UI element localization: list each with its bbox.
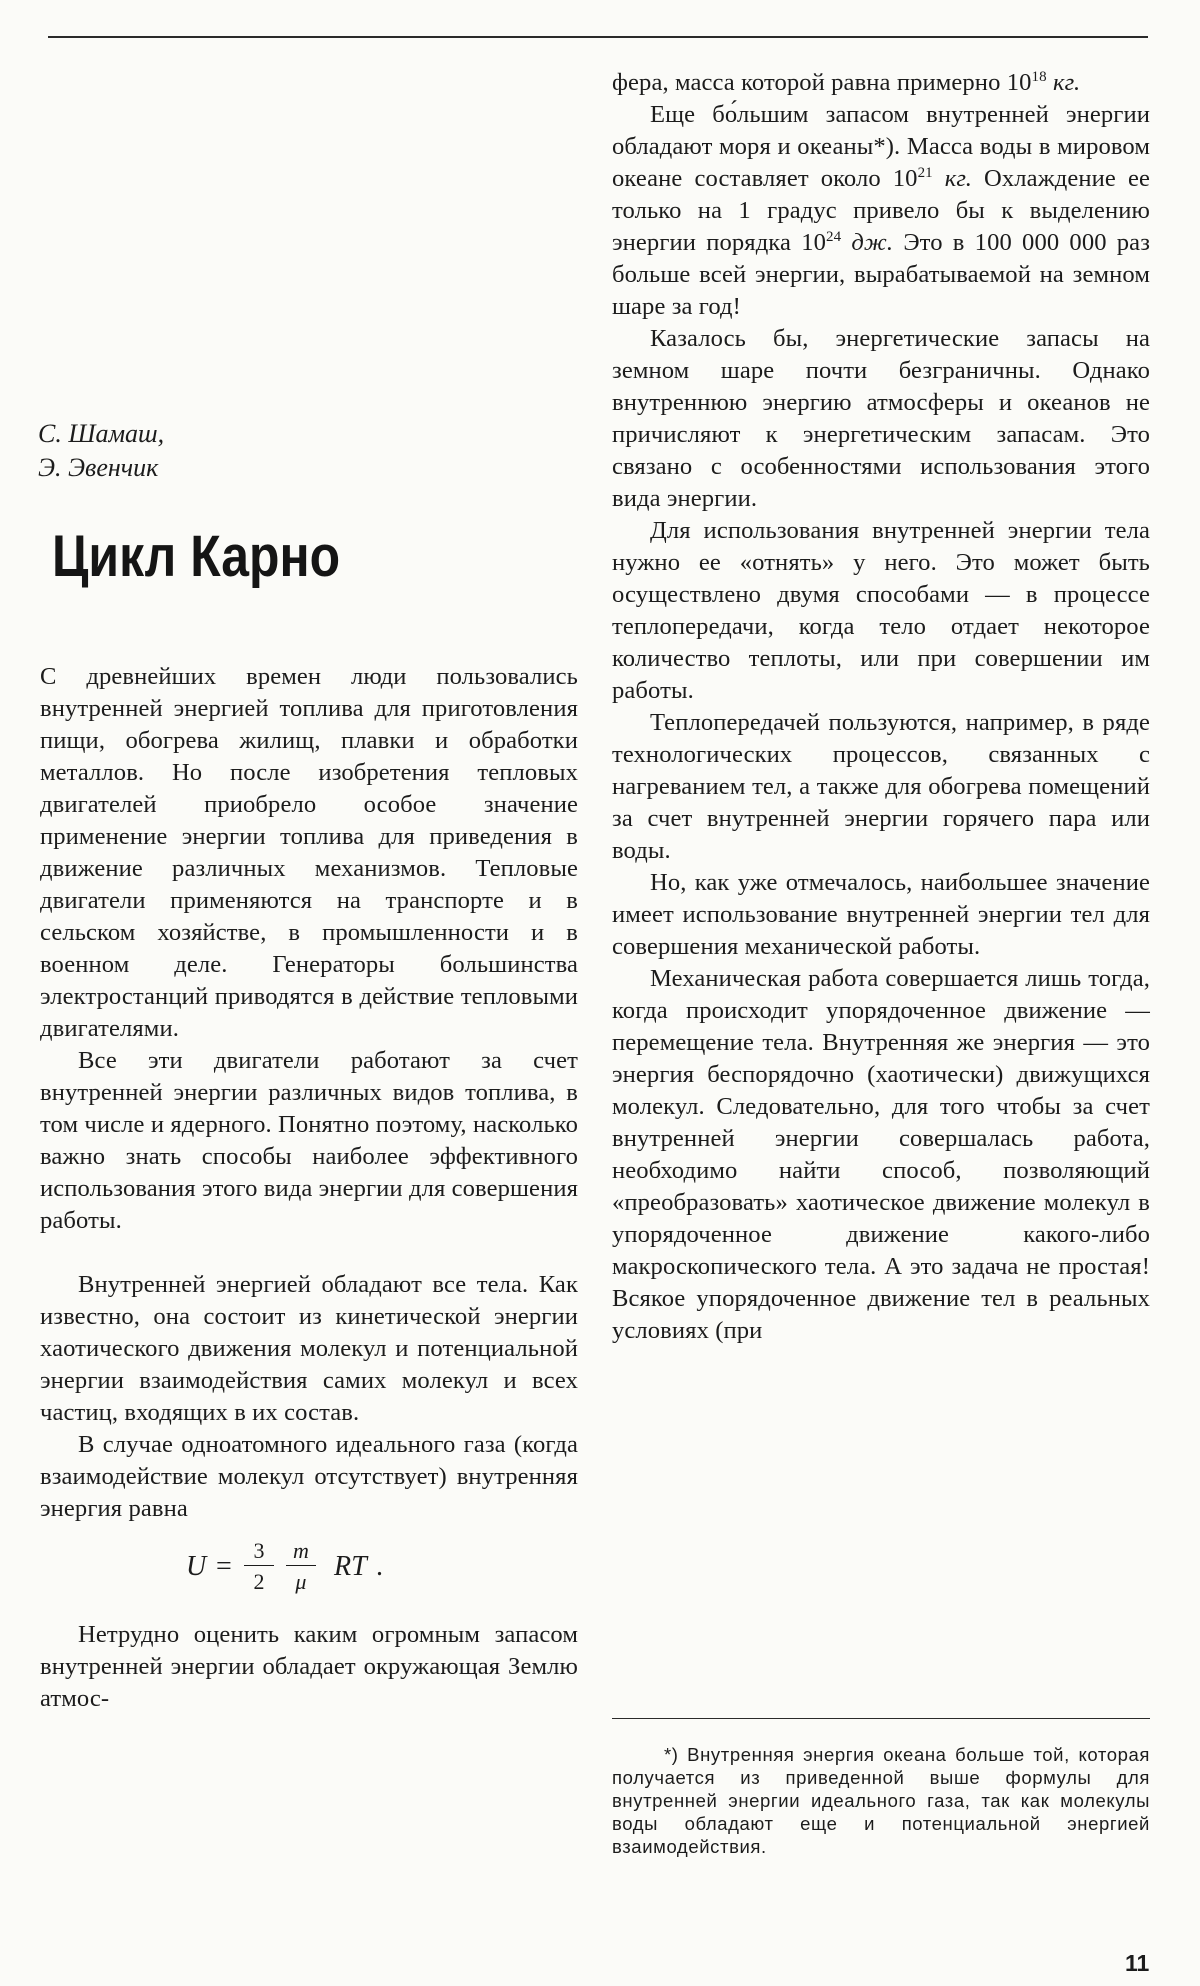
text-run: Охлаждение ее только на 1 градус привело бы к выделению энергии порядка: [612, 165, 1150, 256]
power-exponent: 24: [825, 228, 842, 245]
fraction-denominator: μ: [286, 1565, 316, 1596]
top-rule: [48, 36, 1148, 38]
formula-rhs: RT: [334, 1551, 367, 1582]
article-title: Цикл Карно: [52, 524, 341, 589]
paragraph: Внутренней энергией обладают все тела. Как известно, она состоит из кинетической энергии хаотического движения молекул и потенциальной энергии взаимодействия самих молекул и всех частиц, входящих в их состав.: [40, 1271, 578, 1426]
paragraph: Все эти двигатели работают за счет внутренней энергии различных видов топлива, в том числе и ядерного. Понятно поэтому, насколько важно знать способы наиболее эффективного использования этого вида энергии для совершения работы.: [40, 1047, 578, 1234]
text-run: Это в 100 000 000 раз больше всей энергии, вырабатываемой на земном шаре за год!: [612, 229, 1151, 320]
formula-lhs: U: [186, 1551, 207, 1582]
paragraph: Теплопередачей пользуются, например, в ряде технологических процессов, связанных с нагреванием тел, а также для обогрева помещений за счет внутренней энергии горячего пара или воды.: [612, 709, 1150, 864]
author-2: Э. Эвенчик: [38, 453, 159, 482]
paragraph: Но, как уже отмечалось, наибольшее значение имеет использование внутренней энергии тел для совершения механической работы.: [612, 869, 1150, 960]
author-1: С. Шамаш,: [38, 419, 165, 448]
left-column: [40, 661, 578, 1715]
power-base: 10: [801, 229, 826, 256]
paragraph: [612, 67, 1150, 99]
power-base: 10: [1006, 69, 1032, 96]
paragraph: Нетрудно оценить каким огромным запасом внутренней энергии обладает окружающая Землю атмос-: [40, 1621, 578, 1712]
footnote: *) Внутренняя энергия океана больше той, которая получается из приведенной выше формулы для внутренней энергии идеального газа, так как молекулы воды обладают еще и потенциальной энергией взаимодействия.: [612, 1744, 1150, 1857]
formula-fraction-m-mu: [286, 1537, 316, 1596]
right-column: [612, 67, 1150, 1347]
fraction-denominator: 2: [244, 1565, 274, 1596]
text-run: Еще бо́льшим запасом внутренней энергии обладают моря и океаны*). Масса воды в мировом океане составляет около: [612, 101, 1150, 192]
paragraph: Механическая работа совершается лишь тогда, когда происходит упорядоченное движение — перемещение тела. Внутренняя же энергия — это энергия беспорядочно (хаотически) движущихся молекул. Следовательно, для того чтобы за счет внутренней энергии совершалась работа, необходимо найти способ, позволяющий «преобразовать» хаотическое движение молекул в упорядоченное движение какого-либо макроскопического тела. А это задача не простая! Всякое упорядоченное движение тел в реальных условиях (при: [612, 965, 1150, 1344]
internal-energy-formula: [40, 1529, 578, 1603]
paragraph: Для использования внутренней энергии тела нужно ее «отнять» у него. Это может быть осуществлено двумя способами — в процессе теплопередачи, когда тело отдает некоторое количество теплоты, или при совершении им работы.: [612, 517, 1150, 704]
fraction-numerator: 3: [253, 1538, 265, 1563]
footnote-rule: [612, 1718, 1150, 1719]
unit: кг.: [944, 165, 973, 192]
paragraph: В случае одноатомного идеального газа (когда взаимодействие молекул отсутствует) внутренняя энергия равна: [40, 1431, 578, 1522]
unit: дж.: [851, 229, 894, 256]
formula-period: .: [376, 1551, 384, 1582]
paragraph: С древнейших времен люди пользовались внутренней энергией топлива для приготовления пищи, обогрева жилищ, плавки и обработки металлов. Но после изобретения тепловых двигателей приобрело особое значение применение энергии топлива для приведения в движение различных механизмов. Тепловые двигатели применяются на транспорте и в сельском хозяйстве, в промышленности и в военном деле. Генераторы большинства электростанций приводятся в действие тепловыми двигателями.: [40, 663, 578, 1042]
paragraph: [612, 99, 1150, 323]
unit: кг.: [1052, 69, 1081, 96]
fraction-numerator: m: [293, 1538, 309, 1563]
paragraph: Казалось бы, энергетические запасы на земном шаре почти безграничны. Однако внутреннюю энергию атмосферы и океанов не причисляют к энергетическим запасам. Это связано с особенностями использования этого вида энергии.: [612, 325, 1150, 512]
power-exponent: 21: [917, 164, 933, 181]
text-run: фера, масса которой равна примерно: [612, 69, 1001, 96]
formula-fraction-3-2: [244, 1537, 274, 1596]
page-number: 11: [1125, 1950, 1150, 1976]
power-base: 10: [892, 165, 918, 192]
formula-equals: =: [216, 1551, 232, 1582]
power-exponent: 18: [1031, 68, 1047, 85]
authors: [38, 417, 164, 485]
